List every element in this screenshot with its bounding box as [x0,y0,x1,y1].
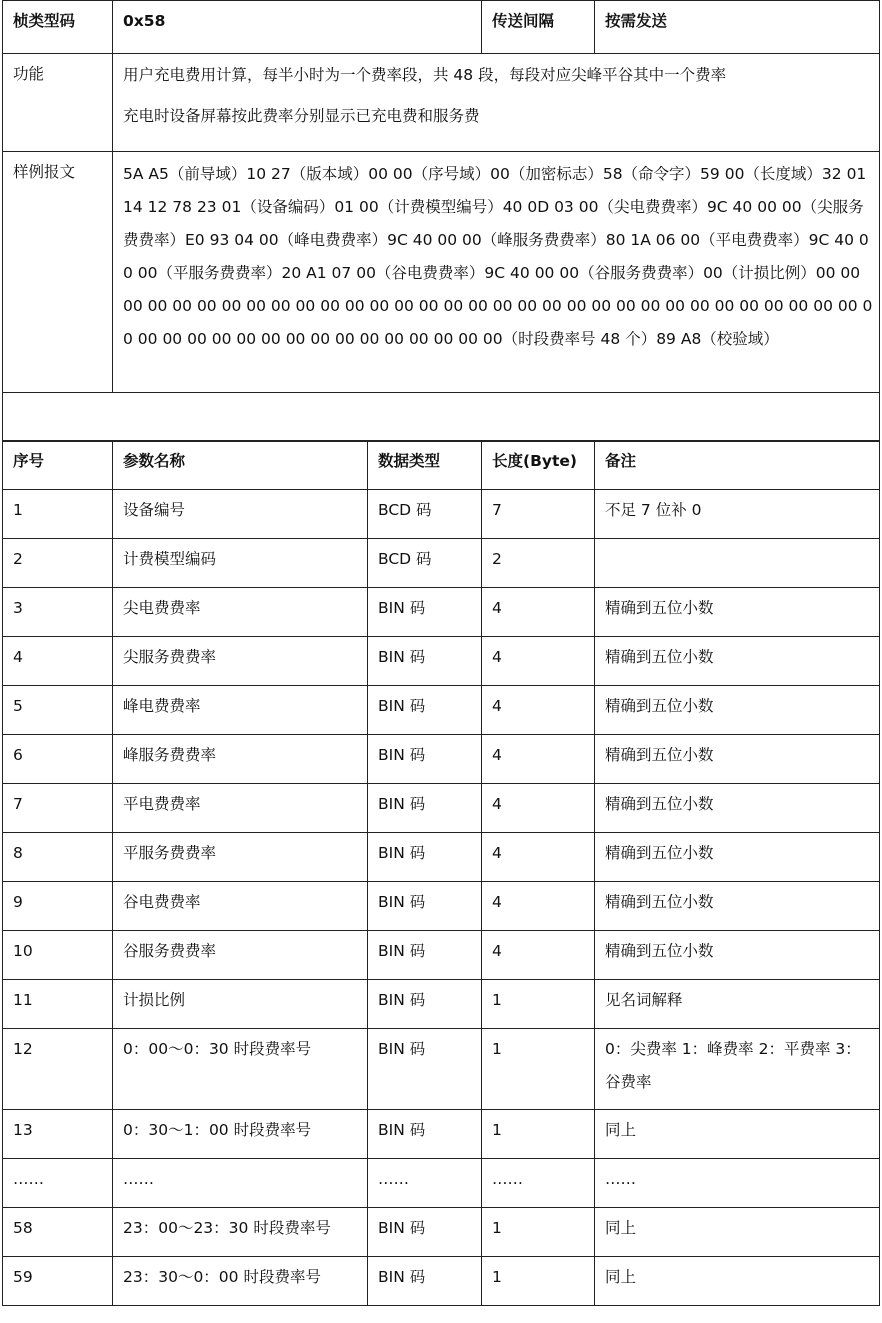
cell-no: 59 [3,1257,113,1306]
cell-note: 不足 7 位补 0 [595,490,880,539]
cell-type: BIN 码 [368,1029,482,1110]
cell-name: 23：30～0：00 时段费率号 [113,1257,368,1306]
cell-length: 1 [482,1029,595,1110]
cell-type: BIN 码 [368,1257,482,1306]
cell-note: 精确到五位小数 [595,833,880,882]
cell-name: 谷电费费率 [113,882,368,931]
cell-name: 尖服务费费率 [113,637,368,686]
cell-no: 5 [3,686,113,735]
cell-type: BIN 码 [368,735,482,784]
cell-no: 3 [3,588,113,637]
cell-note: 同上 [595,1257,880,1306]
cell-no: 8 [3,833,113,882]
table-row [3,882,880,931]
cell-note: 精确到五位小数 [595,637,880,686]
cell-note: 精确到五位小数 [595,686,880,735]
table-row [3,1029,880,1110]
sample-label: 样例报文 [3,152,113,393]
table-row [3,539,880,588]
function-line-2: 充电时设备屏幕按此费率分别显示已充电费和服务费 [123,107,480,125]
table-row [3,784,880,833]
table-row [3,1110,880,1159]
cell-name: 设备编号 [113,490,368,539]
table-row [3,686,880,735]
cell-no: 6 [3,735,113,784]
frame-type-row [3,1,880,54]
cell-type: …… [368,1159,482,1208]
cell-note: 同上 [595,1208,880,1257]
cell-length: 4 [482,588,595,637]
cell-type: BIN 码 [368,588,482,637]
cell-note: 见名词解释 [595,980,880,1029]
cell-name: 尖电费费率 [113,588,368,637]
frame-info-table [2,0,880,442]
table-row [3,1159,880,1208]
table-row [3,588,880,637]
cell-type: BCD 码 [368,539,482,588]
cell-length: 4 [482,882,595,931]
cell-no: 9 [3,882,113,931]
cell-no: 2 [3,539,113,588]
header-name: 参数名称 [113,441,368,490]
header-type: 数据类型 [368,441,482,490]
cell-length: 4 [482,931,595,980]
cell-no: 12 [3,1029,113,1110]
cell-name: 计损比例 [113,980,368,1029]
cell-name: 0：30～1：00 时段费率号 [113,1110,368,1159]
cell-length: 2 [482,539,595,588]
frame-type-label: 桢类型码 [3,1,113,54]
table-row [3,490,880,539]
cell-length: 4 [482,735,595,784]
function-label: 功能 [3,54,113,152]
cell-no: 7 [3,784,113,833]
cell-no: 4 [3,637,113,686]
cell-note: 精确到五位小数 [595,882,880,931]
cell-no: 10 [3,931,113,980]
cell-length: 4 [482,637,595,686]
sample-row [3,152,880,393]
cell-note: 0：尖费率 1：峰费率 2：平费率 3：谷费率 [595,1029,880,1110]
cell-note: 精确到五位小数 [595,784,880,833]
function-row [3,54,880,152]
cell-no: 13 [3,1110,113,1159]
parameter-table [2,440,880,1306]
parameter-header-row [3,441,880,490]
interval-value: 按需发送 [595,1,880,54]
cell-length: 4 [482,686,595,735]
cell-length: 7 [482,490,595,539]
cell-note: 同上 [595,1110,880,1159]
cell-name: 谷服务费费率 [113,931,368,980]
table-row [3,1257,880,1306]
cell-type: BIN 码 [368,686,482,735]
cell-type: BIN 码 [368,931,482,980]
table-row [3,833,880,882]
cell-type: BIN 码 [368,1208,482,1257]
cell-type: BIN 码 [368,637,482,686]
cell-note [595,539,880,588]
cell-note: 精确到五位小数 [595,735,880,784]
cell-name: 计费模型编码 [113,539,368,588]
cell-name: 峰服务费费率 [113,735,368,784]
table-row [3,980,880,1029]
blank-cell [3,393,880,442]
cell-type: BIN 码 [368,980,482,1029]
interval-label: 传送间隔 [482,1,595,54]
cell-length: 1 [482,1110,595,1159]
cell-type: BIN 码 [368,882,482,931]
table-row [3,735,880,784]
cell-length: 4 [482,833,595,882]
cell-note: 精确到五位小数 [595,588,880,637]
cell-length: …… [482,1159,595,1208]
header-length: 长度(Byte) [482,441,595,490]
cell-no: 58 [3,1208,113,1257]
frame-type-value: 0x58 [113,1,482,54]
header-note: 备注 [595,441,880,490]
header-no: 序号 [3,441,113,490]
cell-length: 4 [482,784,595,833]
cell-name: 平服务费费率 [113,833,368,882]
cell-no: 1 [3,490,113,539]
cell-type: BIN 码 [368,1110,482,1159]
cell-length: 1 [482,980,595,1029]
cell-name: 0：00～0：30 时段费率号 [113,1029,368,1110]
table-row [3,1208,880,1257]
cell-note: 精确到五位小数 [595,931,880,980]
cell-name: 平电费费率 [113,784,368,833]
cell-name: 23：00～23：30 时段费率号 [113,1208,368,1257]
table-row [3,637,880,686]
cell-no: 11 [3,980,113,1029]
cell-length: 1 [482,1208,595,1257]
sample-text: 5A A5（前导域）10 27（版本域）00 00（序号域）00（加密标志）58（命令字）59 00（长度域）32 01 14 12 78 23 01（设备编码）01 00（计费模型编号）40 0D 03 00（尖电费费率）9C 40 00 00（尖服务费费率）E0 93 04 00（峰电费费率）9C 40 00 00（峰服务费费率）80 1A 06 00（平电费费率）9C 40 00 00（平服务费费率）20 A1 07 00（谷电费费率）9C 40 00 00（谷服务费费率）00（计损比例）00 00 00 00 00 00 00 00 00 00 00 00 00 00 00 00 00 00 00 00 00 00 00 00 00 00 00 00 00 00 00 00 00 00 00 00 00 00 00 00 00 00 00 00 00 00 00 00（时段费率号 48 个）89 A8（校验域） [113,152,880,393]
function-cell [113,54,880,152]
cell-note: …… [595,1159,880,1208]
blank-row [3,393,880,442]
cell-name: …… [113,1159,368,1208]
cell-name: 峰电费费率 [113,686,368,735]
function-line-1: 用户充电费用计算，每半小时为一个费率段，共 48 段，每段对应尖峰平谷其中一个费率 [123,66,727,84]
cell-type: BIN 码 [368,833,482,882]
table-row [3,931,880,980]
cell-no: …… [3,1159,113,1208]
cell-type: BIN 码 [368,784,482,833]
cell-type: BCD 码 [368,490,482,539]
cell-length: 1 [482,1257,595,1306]
